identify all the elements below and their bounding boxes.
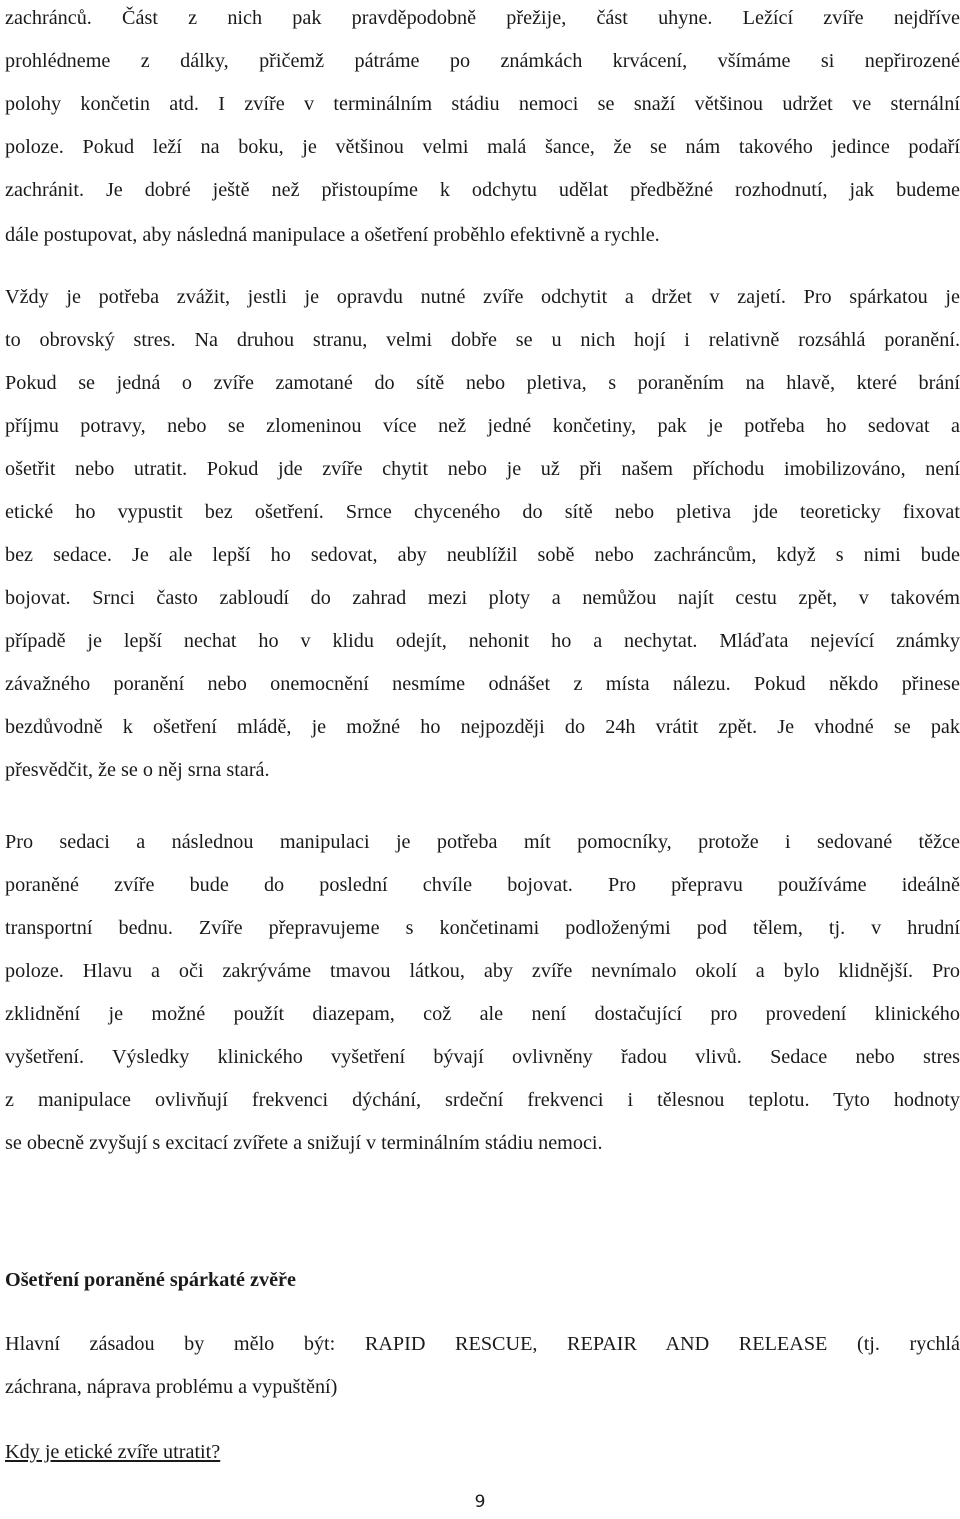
paragraph-line: poloze. Pokud leží na boku, je většinou velmi malá šance, že se nám takového jedince podaří (5, 136, 960, 158)
paragraph-line: transportní bednu. Zvíře přepravujeme s končetinami podloženými pod tělem, tj. v hrudní (5, 917, 960, 939)
paragraph-line: etické ho vypustit bez ošetření. Srnce chyceného do sítě nebo pletiva jde teoreticky fixovat (5, 501, 960, 523)
paragraph-line: případě je lepší nechat ho v klidu odejít, nehonit ho a nechytat. Mláďata nejevící známky (5, 630, 960, 652)
paragraph-line: Pokud se jedná o zvíře zamotané do sítě nebo pletiva, s poraněním na hlavě, které brání (5, 372, 960, 394)
paragraph-line: se obecně zvyšují s excitací zvířete a snižují v terminálním stádiu nemoci. (5, 1132, 603, 1154)
paragraph-line: zklidnění je možné použít diazepam, což ale není dostačující pro provedení klinického (5, 1003, 960, 1025)
paragraph-line: to obrovský stres. Na druhou stranu, velmi dobře se u nich hojí i relativně rozsáhlá poranění. (5, 329, 960, 351)
section-heading: Ošetření poraněné spárkaté zvěře (5, 1269, 296, 1291)
paragraph-line: poloze. Hlavu a oči zakrýváme tmavou látkou, aby zvíře nevnímalo okolí a bylo klidnější. Pro (5, 960, 960, 982)
paragraph-line: z manipulace ovlivňují frekvenci dýchání, srdeční frekvenci i tělesnou teplotu. Tyto hodnoty (5, 1089, 960, 1111)
paragraph-line: ošetřit nebo utratit. Pokud jde zvíře chytit nebo je už při našem příchodu imobilizováno, není (5, 458, 960, 480)
paragraph-line: příjmu potravy, nebo se zlomeninou více než jedné končetiny, pak je potřeba ho sedovat a (5, 415, 960, 437)
page-number: 9 (474, 1492, 486, 1512)
paragraph-line: Pro sedaci a následnou manipulaci je potřeba mít pomocníky, protože i sedované těžce (5, 831, 960, 853)
paragraph-line: bezdůvodně k ošetření mládě, je možné ho nejpozději do 24h vrátit zpět. Je vhodné se pak (5, 716, 960, 738)
paragraph-line: poraněné zvíře bude do poslední chvíle bojovat. Pro přepravu používáme ideálně (5, 874, 960, 896)
principle-line: záchrana, náprava problému a vypuštění) (5, 1376, 338, 1398)
paragraph-line: polohy končetin atd. I zvíře v terminálním stádiu nemoci se snaží většinou udržet ve sternální (5, 93, 960, 115)
paragraph-line: prohlédneme z dálky, přičemž pátráme po známkách krvácení, všímáme si nepřirozené (5, 50, 960, 72)
paragraph-line: vyšetření. Výsledky klinického vyšetření bývají ovlivněny řadou vlivů. Sedace nebo stres (5, 1046, 960, 1068)
paragraph-line: závažného poranění nebo onemocnění nesmíme odnášet z místa nálezu. Pokud někdo přinese (5, 673, 960, 695)
question-link[interactable]: Kdy je etické zvíře utratit? (5, 1441, 221, 1463)
paragraph-line: Vždy je potřeba zvážit, jestli je opravdu nutné zvíře odchytit a držet v zajetí. Pro spárkatou je (5, 286, 960, 308)
principle-line: Hlavní zásadou by mělo být: RAPID RESCUE, REPAIR AND RELEASE (tj. rychlá (5, 1333, 960, 1355)
paragraph-line: bojovat. Srnci často zabloudí do zahrad mezi ploty a nemůžou najít cestu zpět, v takovém (5, 587, 960, 609)
paragraph-line: přesvědčit, že se o něj srna stará. (5, 759, 270, 781)
paragraph-line: bez sedace. Je ale lepší ho sedovat, aby neublížil sobě nebo zachráncům, když s nimi bude (5, 544, 960, 566)
paragraph-line: zachránit. Je dobré ještě než přistoupíme k odchytu udělat předběžné rozhodnutí, jak budeme (5, 179, 960, 201)
paragraph-line: zachránců. Část z nich pak pravděpodobně přežije, část uhyne. Ležící zvíře nejdříve (5, 7, 960, 29)
paragraph-line: dále postupovat, aby následná manipulace a ošetření proběhlo efektivně a rychle. (5, 224, 660, 246)
